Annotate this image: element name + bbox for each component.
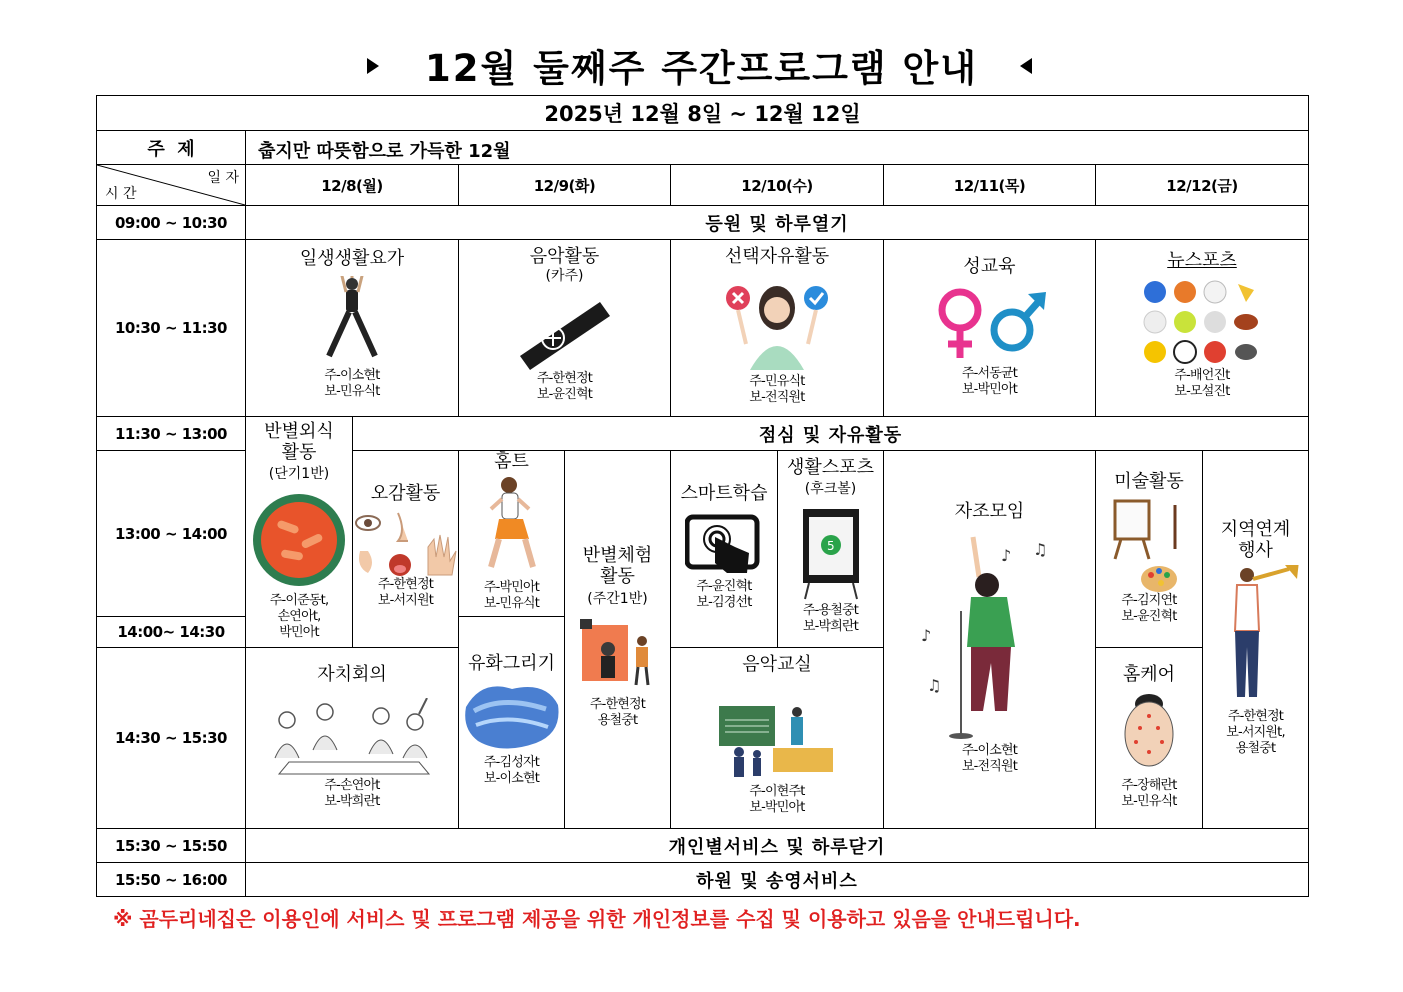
face-care-icon (1114, 690, 1184, 774)
staff-main: 주-서동균t (961, 366, 1018, 381)
staff-sub: 보-박희란t (324, 794, 380, 809)
gender-symbols-icon (930, 282, 1050, 362)
staff-sub: 보-모설진t (1174, 384, 1230, 399)
day-header-mon: 12/8(월) (245, 164, 459, 206)
staff-sub: 보-민유식t (1121, 794, 1177, 809)
program-tue-oilpainting (458, 616, 565, 829)
day-header-tue: 12/9(화) (458, 164, 671, 206)
time-1300: 13:00 ~ 14:00 (96, 450, 246, 617)
individual-service-row: 개인별서비스 및 하루닫기 (245, 828, 1309, 863)
program-fri-art (1095, 450, 1203, 648)
sports-balls-icon (1142, 280, 1262, 364)
svg-text:♪: ♪ (920, 626, 931, 645)
staff-main: 주-민유식t (749, 374, 805, 389)
staff-main: 주-윤진혁t (696, 579, 752, 594)
staff-main: 주-장해란t (1121, 778, 1177, 793)
staff-main: 주-한현정t (589, 697, 646, 712)
time-1130: 11:30 ~ 13:00 (96, 416, 246, 451)
program-thu-morning (883, 239, 1096, 417)
program-name: 오감활동 (370, 483, 441, 504)
trumpet-player-icon (1211, 565, 1301, 705)
privacy-notice: ※ 곰두리네집은 이용인에 서비스 및 프로그램 제공을 위한 개인정보를 수집 및 이용하고 있음을 안내드립니다. (113, 907, 1081, 931)
staff-sub-2: 박민아t (279, 625, 319, 640)
staff-main: 주-한현정t (1227, 709, 1284, 724)
lunch-row: 점심 및 자유활동 (352, 416, 1309, 451)
staff-sub: 용철중t (597, 713, 638, 728)
program-name: 자조모임 (954, 501, 1025, 522)
singer-icon (915, 531, 1065, 741)
staff-sub: 보-전직원t (961, 759, 1018, 774)
hookball-icon (799, 507, 863, 601)
program-name: 스마트학습 (680, 483, 768, 504)
staff-sub: 보-서지원t, (1226, 725, 1285, 740)
program-name: 반별체험 활동 (582, 545, 653, 587)
staff-sub: 보-박민아t (961, 382, 1018, 397)
program-name: 음악활동 (529, 246, 600, 267)
program-fri-morning (1095, 239, 1309, 417)
staff-main: 주-이소현t (961, 743, 1018, 758)
staff-sub: 보-윤진혁t (536, 387, 593, 402)
program-sub: (단기1반) (268, 466, 330, 482)
staff-sub-2: 용철중t (1235, 741, 1276, 756)
arrival-row: 등원 및 하루열기 (245, 205, 1309, 240)
program-name: 유화그리기 (468, 653, 555, 674)
program-name: 일생생활요가 (299, 248, 405, 269)
program-wed-morning (670, 239, 884, 417)
choice-person-icon (722, 278, 832, 370)
staff-main: 주-박민아t (483, 580, 540, 595)
staff-sub: 보-윤진혁t (1121, 609, 1177, 624)
page-title: 12월 둘째주 주간프로그램 안내 (424, 47, 979, 90)
program-wed-sports (777, 450, 884, 648)
yoga-icon (317, 276, 387, 364)
meeting-icon (269, 698, 435, 776)
staff-main: 주-손연아t (324, 778, 380, 793)
program-name: 뉴스포츠 (1167, 250, 1237, 271)
music-class-icon (717, 704, 837, 778)
program-sub: (카주) (545, 268, 584, 284)
departure-row: 하원 및 송영서비스 (245, 862, 1309, 897)
staff-main: 주-이소현t (324, 368, 380, 383)
oil-paint-icon (462, 677, 562, 753)
program-name: 자치회의 (317, 664, 387, 685)
easel-palette-icon (1109, 499, 1189, 595)
program-name: 생활스포츠 (787, 457, 874, 478)
staff-sub: 보-박희란t (802, 619, 859, 634)
staff-sub: 보-김경선t (696, 595, 752, 610)
program-sub: (주간1반) (587, 591, 648, 607)
svg-text:5: 5 (826, 539, 835, 553)
triangle-left-icon (1020, 58, 1032, 74)
staff-sub: 보-서지원t (377, 593, 434, 608)
staff-main: 주-한현정t (377, 577, 434, 592)
staff-sub: 보-민유식t (324, 384, 380, 399)
theme-label: 주 제 (96, 130, 246, 165)
staff-main: 주-김성자t (483, 755, 540, 770)
triangle-right-icon (367, 58, 379, 74)
program-name: 홈트 (494, 451, 529, 472)
program-mon-morning (245, 239, 459, 417)
staff-main: 주-이현주t (749, 784, 805, 799)
day-header-thu: 12/11(목) (883, 164, 1096, 206)
program-fri-homecare (1095, 647, 1203, 829)
staff-main: 주-한현정t (536, 371, 593, 386)
header-corner (96, 164, 246, 206)
staff-main: 주-용철중t (802, 603, 859, 618)
svg-text:♫: ♫ (1032, 540, 1047, 559)
program-tue-morning (458, 239, 671, 417)
program-mon-senses (352, 450, 459, 648)
program-tue-experience (564, 450, 671, 829)
date-range: 2025년 12월 8일 ~ 12월 12일 (96, 95, 1309, 131)
program-thu-group (883, 450, 1096, 829)
day-header-wed: 12/10(수) (670, 164, 884, 206)
header-time-label: 시 간 (105, 186, 137, 202)
time-0900: 09:00 ~ 10:30 (96, 205, 246, 240)
program-wed-musicclass (670, 647, 884, 829)
staff-sub: 보-민유식t (483, 596, 540, 611)
five-senses-icon (354, 511, 458, 577)
time-1530: 15:30 ~ 15:50 (96, 828, 246, 863)
program-mon-council (245, 647, 459, 829)
program-fri-local (1202, 450, 1309, 829)
program-sub: (후크볼) (804, 481, 857, 497)
schedule-table (96, 95, 1309, 897)
svg-text:♪: ♪ (1000, 546, 1011, 565)
staff-main: 주-이준동t, (269, 593, 329, 608)
svg-text:♫: ♫ (926, 676, 941, 695)
time-1030: 10:30 ~ 11:30 (96, 239, 246, 417)
staff-sub: 손연아t, (277, 609, 321, 624)
staff-sub: 보-전직원t (749, 390, 805, 405)
program-mon-meal (245, 416, 353, 648)
tablet-touch-icon (685, 513, 763, 577)
time-1430: 14:30 ~ 15:30 (96, 647, 246, 829)
program-name: 성교육 (963, 256, 1016, 277)
staff-main: 주-김지연t (1121, 593, 1177, 608)
program-name: 지역연계 행사 (1220, 519, 1291, 561)
time-1550: 15:50 ~ 16:00 (96, 862, 246, 897)
day-header-fri: 12/12(금) (1095, 164, 1309, 206)
theme-text: 춥지만 따뜻함으로 가득한 12월 (245, 130, 1309, 165)
home-workout-icon (477, 475, 547, 575)
program-name: 반별외식 활동 (264, 421, 334, 463)
staff-sub: 보-이소현t (483, 771, 540, 786)
program-name: 홈케어 (1122, 664, 1176, 685)
kazoo-icon (515, 296, 615, 372)
program-wed-smart (670, 450, 778, 648)
staff-main: 주-배언진t (1174, 368, 1230, 383)
staff-sub: 보-박민아t (749, 800, 805, 815)
photo-studio-icon (578, 619, 658, 689)
tteokbokki-icon (251, 493, 347, 587)
program-name: 선택자유활동 (724, 246, 830, 267)
program-name: 음악교실 (742, 654, 812, 675)
time-1400: 14:00~ 14:30 (96, 616, 246, 648)
header-date-label: 일 자 (207, 170, 239, 186)
program-name: 미술활동 (1114, 471, 1184, 492)
program-tue-hometraining (458, 450, 565, 617)
